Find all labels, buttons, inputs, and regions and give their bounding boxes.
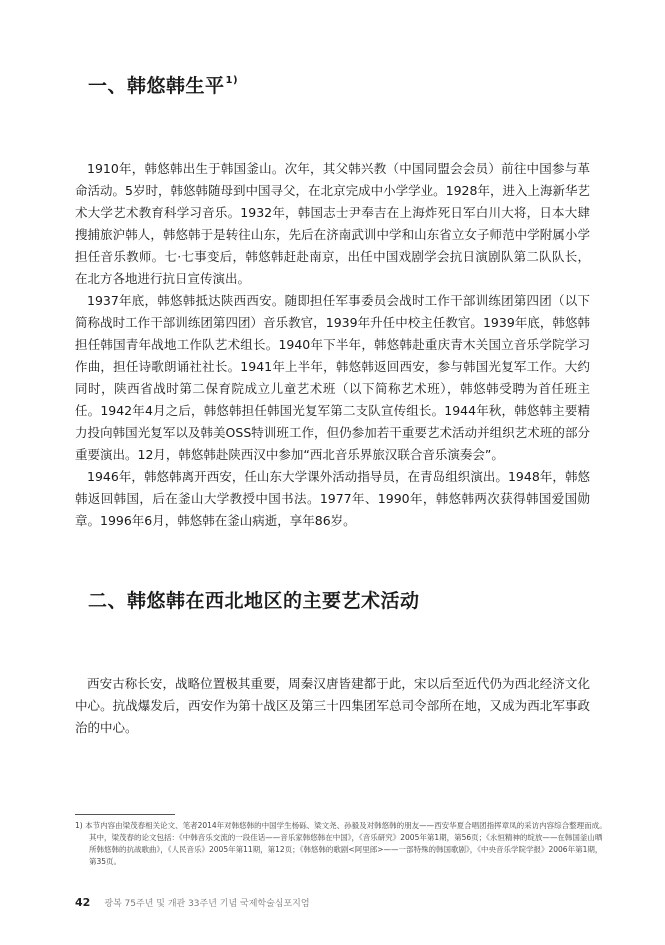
paragraph: 1937年底，韩悠韩抵达陕西西安。随即担任军事委员会战时工作干部训练团第四团（以下简称战时工作干部训练团第四团）音乐教官，1939年升任中校主任教官。1939年底，韩悠韩担任韩国青年战地工作队艺术组长。1940年下半年，韩悠韩赴重庆青木关国立音乐学院学习作曲，担任诗歌朗诵社社长。1941年上半年，韩悠韩返回西安，参与韩国光复军工作。大约同时，陕西省战时第二保育院成立儿童艺术班（以下简称艺术班），韩悠韩受聘为首任班主任。1942年4月之后，韩悠韩担任韩国光复军第二支队宣传组长。1944年秋，韩悠韩主要精力投向韩国光复军以及韩美OSS特训班工作，但仍参加若干重要艺术活动并组织艺术班的部分重要演出。12月，韩悠韩赴陕西汉中参加“西北音乐界旅汉联合音乐演奏会”。 [75, 293, 590, 462]
section-2-heading: 二、韩悠韩在西北地区的主要艺术活动 [88, 590, 420, 612]
section-1-title: 一、韩悠韩生平 [88, 75, 225, 97]
page-number: 42 [75, 896, 91, 909]
section-1-heading [88, 71, 238, 98]
paragraph: 1946年，韩悠韩离开西安，任山东大学课外活动指导员，在青岛组织演出。1948年，韩悠韩返回韩国，后在釜山大学教授中国书法。1977年、1990年，韩悠韩两次获得韩国爱国勋章。1996年6月，韩悠韩在釜山病逝，享年86岁。 [75, 469, 590, 528]
footnote-divider [75, 814, 175, 815]
running-footer-text: 광복 75주년 및 개관 33주년 기념 국제학술심포지엄 [104, 899, 310, 909]
footnote-reference[interactable]: 1) [225, 75, 239, 86]
paragraph: 1910年，韩悠韩出生于韩国釜山。次年，其父韩兴教（中国同盟会会员）前往中国参与革命活动。5岁时，韩悠韩随母到中国寻父，在北京完成中小学学业。1928年，进入上海新华艺术大学艺术教育科学习音乐。1932年，韩国志士尹奉吉在上海炸死日军白川大将，日本大肆搜捕旅沪韩人，韩悠韩于是转往山东，先后在济南武训中学和山东省立女子师范中学附属小学担任音乐教师。七·七事变后，韩悠韩赶赴南京，出任中国戏剧学会抗日演剧队第二队队长，在北方各地进行抗日宣传演出。 [75, 161, 590, 286]
paragraph: 西安古称长安，战略位置极其重要，周秦汉唐皆建都于此，宋以后至近代仍为西北经济文化中心。抗战爆发后，西安作为第十战区及第三十四集团军总司令部所在地，又成为西北军事政治的中心。 [75, 676, 590, 735]
page-footer [75, 896, 310, 909]
footnote: 1) 本节内容由梁茂春相关论文、笔者2014年对韩悠韩的中国学生杨砾、梁文尧、孙毅及对韩悠韩的朋友——西安华夏合唱团指挥章凤的采访内容综合整理而成。其中，梁茂春的论文包括：《中韩音乐交流的一段佳话——音乐家韩悠韩在中国》，《音乐研究》2005年第1期，第56页；《永恒精神的绽放——在韩国釜山晒所韩悠韩的抗战歌曲》，《人民音乐》2005年第11期，第12页；《韩悠韩的歌剧<阿里郎>——一部特殊的韩国歌剧》，《中央音乐学院学报》2006年第1期，第35页。 [75, 821, 607, 866]
section-1-body [75, 158, 590, 532]
section-2-body [75, 673, 590, 739]
